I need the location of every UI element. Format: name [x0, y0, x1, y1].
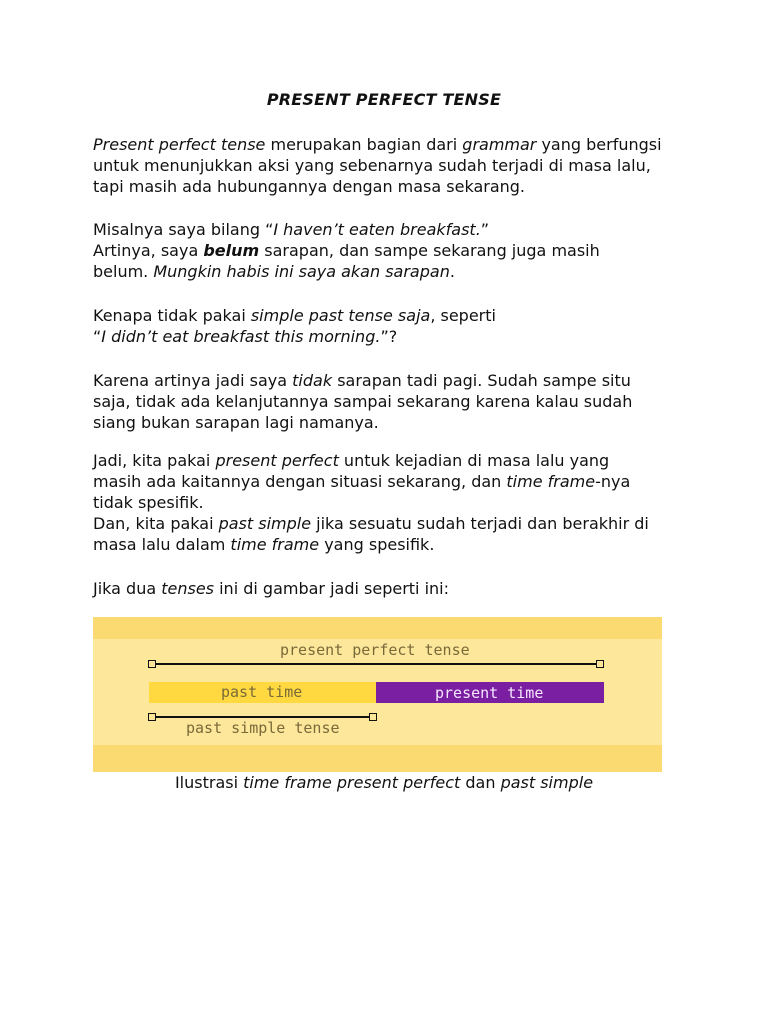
example-sentence: I haven’t eaten breakfast. [273, 220, 481, 239]
text: masih ada kaitannya dengan situasi sekarang, dan [93, 472, 507, 491]
text: Karena artinya jadi saya [93, 371, 293, 390]
term-tenses: tenses [161, 579, 215, 598]
text: sarapan tadi pagi. Sudah sampe situ [332, 371, 631, 390]
term-time-frame: time frame [506, 472, 596, 491]
band-bottom [93, 745, 662, 772]
paragraph-explanation [93, 370, 693, 433]
line-endpoint [369, 713, 377, 721]
label-past-simple-tense: past simple tense [186, 719, 340, 737]
text: belum. [93, 262, 154, 281]
text: ” [480, 220, 490, 239]
paragraph-usage [93, 450, 693, 555]
text: yang berfungsi [536, 135, 662, 154]
label-present-time: present time [435, 684, 544, 702]
text: ”? [380, 327, 398, 346]
term-simple-past: simple past tense saja [250, 306, 431, 325]
text: , seperti [430, 306, 496, 325]
text: Jika dua [93, 579, 162, 598]
figure-caption [0, 773, 768, 792]
line-endpoint [148, 660, 156, 668]
text: untuk kejadian di masa lalu yang [338, 451, 610, 470]
italic-text: past simple [500, 773, 594, 792]
label-past-time: past time [221, 683, 303, 701]
band-top [93, 617, 662, 639]
term-present-perfect: present perfect [215, 451, 339, 470]
page-title: PRESENT PERFECT TENSE [266, 90, 502, 109]
term-past-simple: past simple [218, 514, 312, 533]
paragraph-lead-in [93, 578, 693, 599]
text-line: saja, tidak ada kelanjutannya sampai sekarang karena kalau sudah [93, 392, 633, 411]
line-endpoint [596, 660, 604, 668]
term-time-frame: time frame [230, 535, 320, 554]
example-sentence: I didn’t eat breakfast this morning. [101, 327, 381, 346]
text: Misalnya saya bilang “ [93, 220, 274, 239]
italic-text: tidak [292, 371, 333, 390]
term-grammar: grammar [462, 135, 537, 154]
text-line: tidak spesifik. [93, 493, 204, 512]
text: Dan, kita pakai [93, 514, 219, 533]
paragraph-intro [93, 134, 693, 197]
text: masa lalu dalam [93, 535, 231, 554]
text: yang spesifik. [319, 535, 435, 554]
timeline-illustration [93, 617, 662, 772]
text: jika sesuatu sudah terjadi dan berakhir di [311, 514, 649, 533]
text: sarapan, dan sampe sekarang juga masih [259, 241, 600, 260]
text: ini di gambar jadi seperti ini: [214, 579, 449, 598]
italic-text: time frame present perfect [243, 773, 461, 792]
text: merupakan bagian dari [265, 135, 463, 154]
italic-text: Mungkin habis ini saya akan sarapan [153, 262, 450, 281]
text-line: tapi masih ada hubungannya dengan masa sekarang. [93, 177, 526, 196]
text: Kenapa tidak pakai [93, 306, 251, 325]
term-present-perfect: Present perfect tense [93, 135, 266, 154]
text: Ilustrasi [174, 773, 244, 792]
text: Jadi, kita pakai [93, 451, 216, 470]
text: “ [93, 327, 102, 346]
text: dan [460, 773, 501, 792]
label-present-perfect-tense: present perfect tense [280, 641, 470, 659]
text: . [449, 262, 455, 281]
text-line: siang bukan sarapan lagi namanya. [93, 413, 379, 432]
text: Artinya, saya [93, 241, 204, 260]
paragraph-question [93, 305, 693, 347]
text-line: untuk menunjukkan aksi yang sebenarnya sudah terjadi di masa lalu, [93, 156, 651, 175]
text: -nya [595, 472, 631, 491]
present-perfect-line [152, 663, 600, 665]
line-endpoint [148, 713, 156, 721]
emphasis-belum: belum [203, 241, 260, 260]
past-simple-line [152, 716, 373, 718]
paragraph-example [93, 219, 693, 282]
